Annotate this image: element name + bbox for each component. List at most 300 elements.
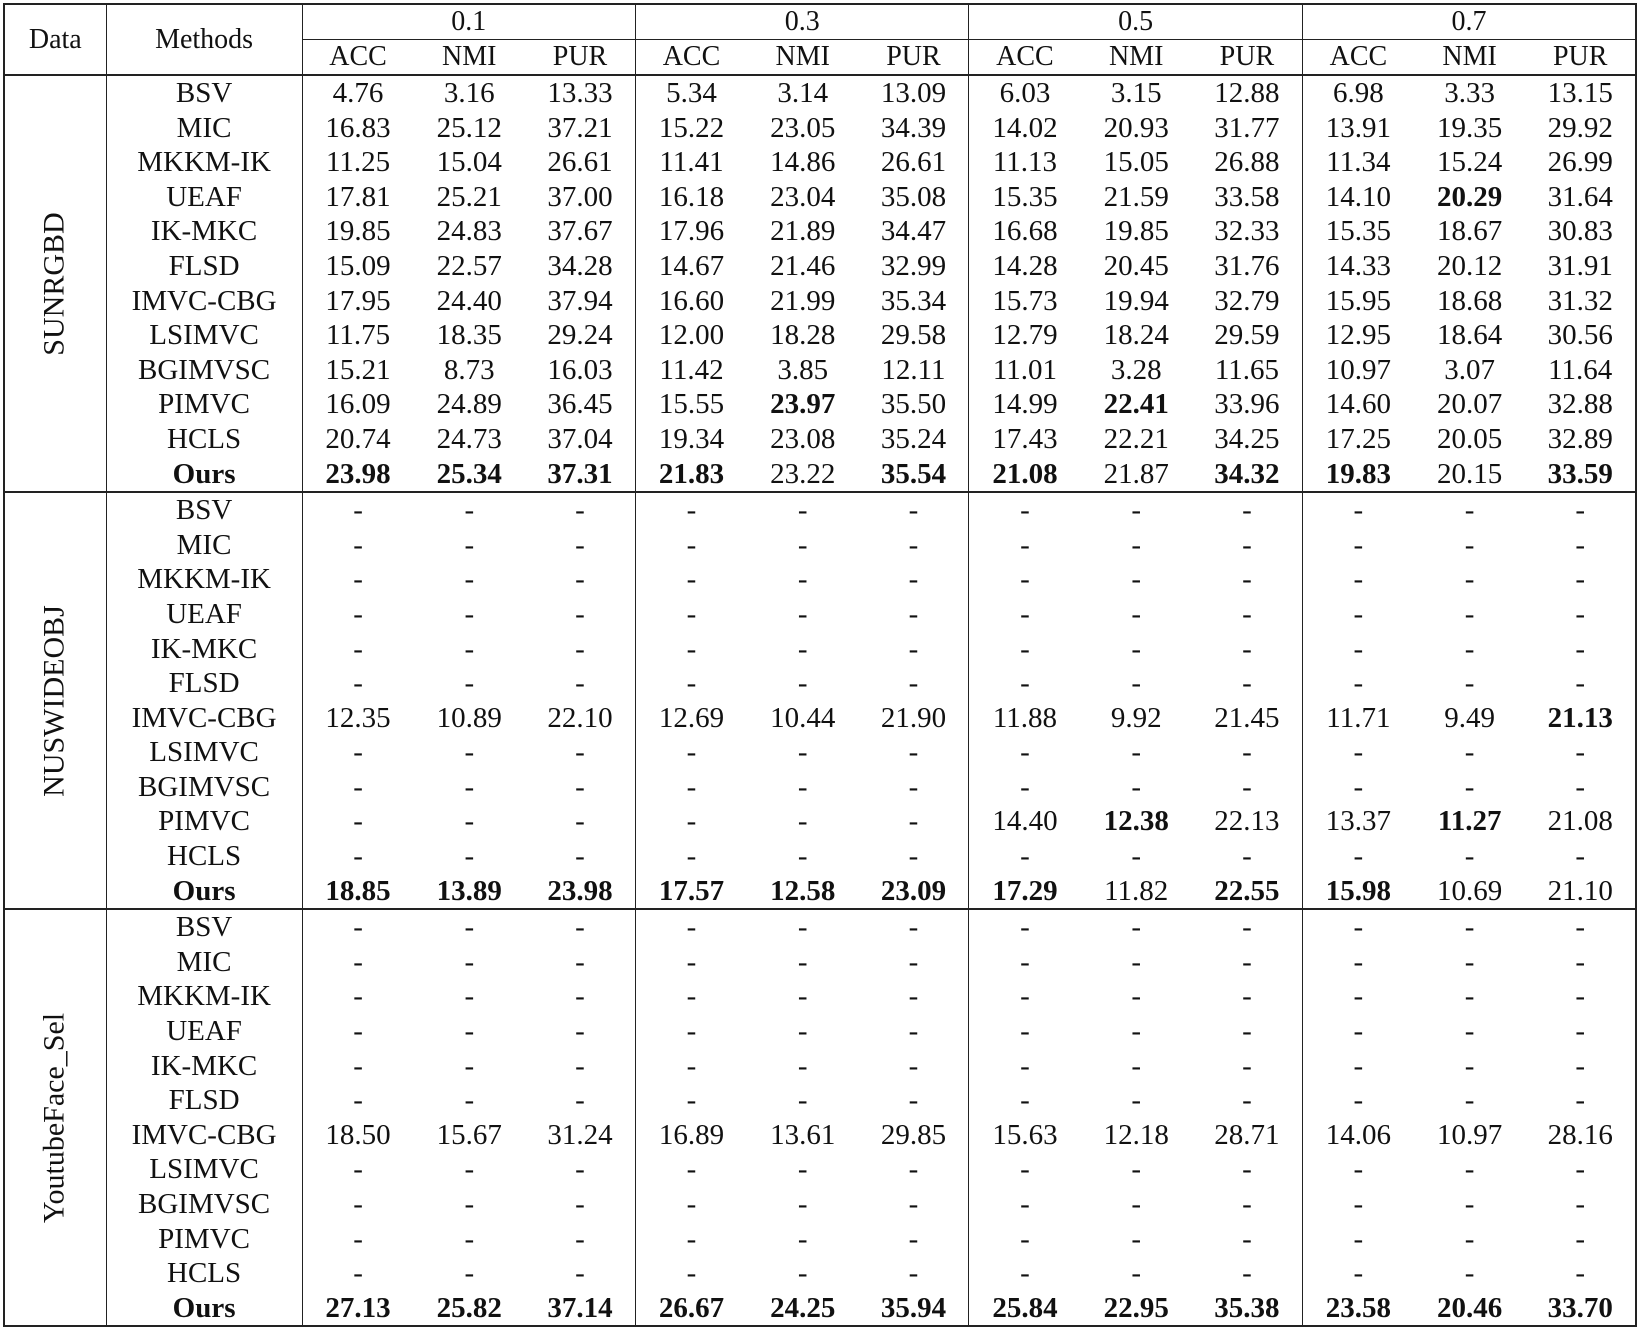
table-row (4, 284, 1636, 319)
metric-value: - (525, 1152, 635, 1187)
metric-value: 33.59 (1525, 457, 1636, 493)
metric-value: 29.92 (1525, 111, 1636, 146)
metric-value: 33.58 (1192, 180, 1302, 215)
metric-value: - (1131, 980, 1142, 1013)
metric-value: 19.85 (325, 215, 391, 248)
table-row (4, 632, 1636, 667)
metric-value: - (1464, 945, 1475, 978)
metric-value: 12.58 (770, 874, 836, 907)
metric-value: - (858, 945, 968, 980)
metric-value: 12.95 (1325, 319, 1392, 352)
metric-value: - (1131, 945, 1142, 978)
table-row (4, 1152, 1636, 1187)
metric-value: - (686, 1257, 697, 1290)
metric-value: - (1464, 1015, 1475, 1048)
method-name: HCLS (106, 422, 302, 457)
table-row (4, 804, 1636, 839)
method-name: MKKM-IK (106, 145, 302, 180)
metric-value: 37.67 (525, 214, 635, 249)
table-row (4, 1118, 1636, 1153)
metric-value: - (1525, 979, 1636, 1014)
metric-value: 24.89 (436, 388, 502, 421)
metric-value: - (1525, 735, 1636, 770)
metric-value: 22.41 (1103, 388, 1169, 421)
metric-value: 10.97 (1437, 1118, 1503, 1151)
table-row (4, 701, 1636, 736)
metric-value: 15.22 (658, 111, 725, 144)
metric-value: 12.88 (1192, 75, 1302, 111)
dataset-cell (4, 909, 106, 1326)
metric-value: 19.83 (1325, 457, 1392, 490)
metric-value: 6.98 (1302, 75, 1414, 111)
metric-value: - (1525, 839, 1636, 874)
metric-value: - (1464, 1257, 1475, 1290)
metric-value: - (686, 840, 697, 873)
metric-value: - (525, 632, 635, 667)
metric-value: 31.24 (525, 1118, 635, 1153)
metric-value: 12.69 (658, 701, 725, 734)
metric-value: 16.03 (525, 353, 635, 388)
metric-value: 9.92 (1110, 701, 1162, 734)
metric-value: 24.83 (436, 215, 502, 248)
metric-value: - (858, 1187, 968, 1222)
metric-value: - (1353, 1188, 1364, 1220)
metric-value: - (797, 632, 808, 665)
metric-value: 21.59 (1103, 180, 1169, 213)
metric-value: - (1192, 1014, 1302, 1049)
metric-value: - (1353, 736, 1364, 769)
metric-value: 16.68 (992, 215, 1058, 248)
metric-value: 17.57 (658, 874, 725, 907)
metric-value: - (747, 909, 859, 945)
metric-value: 15.24 (1437, 146, 1503, 179)
metric-value: 23.22 (770, 457, 836, 490)
metric-value: 35.94 (858, 1291, 968, 1327)
metric-value: - (1192, 562, 1302, 597)
metric-value: - (353, 632, 363, 665)
metric-value: 3.85 (777, 353, 829, 386)
method-name: BSV (106, 492, 302, 528)
metric-header-0.7-acc: ACC (1329, 41, 1388, 72)
metric-value: - (969, 492, 1081, 528)
metric-value: 34.25 (1192, 422, 1302, 457)
metric-value: - (353, 770, 363, 803)
metric-value: 20.05 (1437, 422, 1503, 455)
metric-value: 35.34 (858, 284, 968, 319)
metric-value: - (1353, 1084, 1364, 1117)
metric-value: - (858, 492, 968, 528)
metric-value: - (686, 1015, 697, 1048)
metric-value: 37.21 (525, 111, 635, 146)
metric-value: 11.34 (1326, 146, 1391, 179)
metric-value: 14.99 (992, 388, 1058, 421)
table-row (4, 666, 1636, 701)
method-name: IMVC-CBG (106, 1118, 302, 1153)
metric-value: 15.55 (658, 388, 725, 421)
metric-value: 3.14 (747, 75, 859, 111)
metric-value: - (1020, 980, 1030, 1013)
metric-value: 24.25 (747, 1291, 859, 1327)
metric-value: - (1192, 839, 1302, 874)
metric-value: - (1414, 492, 1526, 528)
metric-value: 19.34 (658, 422, 725, 455)
metric-value: - (1131, 1257, 1142, 1290)
metric-value: 31.76 (1192, 249, 1302, 284)
metric-value: 14.86 (770, 146, 836, 179)
metric-value: 21.89 (770, 215, 836, 248)
metric-value: - (353, 945, 363, 978)
metric-value: 23.97 (770, 388, 836, 421)
metric-value: 21.45 (1192, 701, 1302, 736)
metric-value: 12.35 (325, 701, 391, 734)
table-row (4, 145, 1636, 180)
metric-value: - (858, 562, 968, 597)
metric-value: - (1020, 563, 1030, 596)
method-name: FLSD (106, 1083, 302, 1118)
metric-value: 20.15 (1437, 457, 1503, 490)
metric-value: - (525, 562, 635, 597)
metric-value: 26.99 (1525, 145, 1636, 180)
metric-value: - (1525, 770, 1636, 805)
metric-value: - (797, 563, 808, 596)
method-name: HCLS (106, 839, 302, 874)
metric-value: 22.95 (1080, 1291, 1192, 1327)
table-row (4, 979, 1636, 1014)
metric-value: 37.94 (525, 284, 635, 319)
metric-value: - (1353, 632, 1364, 665)
metric-value: 14.10 (1325, 180, 1392, 213)
metric-value: - (1192, 979, 1302, 1014)
metric-value: 23.05 (770, 111, 836, 144)
method-name: MKKM-IK (106, 979, 302, 1014)
metric-value: - (1192, 492, 1302, 528)
metric-value: 12.11 (858, 353, 968, 388)
metric-value: 26.61 (525, 145, 635, 180)
metric-value: - (1131, 1049, 1142, 1082)
metric-value: - (1525, 562, 1636, 597)
metric-value: 11.27 (1437, 805, 1502, 838)
table-row (4, 1049, 1636, 1084)
method-name: IK-MKC (106, 632, 302, 667)
metric-value: 25.34 (436, 457, 502, 490)
table-row (4, 422, 1636, 457)
metric-value: - (635, 492, 747, 528)
metric-value: 13.91 (1325, 111, 1392, 144)
metric-value: 17.29 (992, 874, 1058, 907)
metric-header-0.7-nmi: NMI (1442, 41, 1497, 72)
metric-value: - (1192, 528, 1302, 563)
metric-value: 11.01 (992, 353, 1058, 386)
metric-value: - (797, 736, 808, 769)
table-row (4, 1256, 1636, 1291)
metric-value: - (1353, 770, 1364, 803)
metric-value: - (1192, 735, 1302, 770)
metric-value: 14.02 (992, 111, 1058, 144)
metric-value: - (1192, 1187, 1302, 1222)
group-header-0.7: 0.7 (1302, 4, 1636, 40)
method-name: MKKM-IK (106, 562, 302, 597)
metric-value: - (302, 492, 414, 528)
metric-value: - (1353, 1257, 1364, 1290)
metric-value: - (464, 980, 475, 1013)
metric-value: 15.73 (992, 284, 1058, 317)
metric-value: - (464, 805, 475, 838)
metric-value: 35.54 (858, 457, 968, 493)
metric-value: 22.55 (1192, 874, 1302, 910)
metric-value: - (858, 839, 968, 874)
metric-value: 24.40 (436, 284, 502, 317)
metric-value: - (1131, 632, 1142, 665)
table-row (4, 839, 1636, 874)
metric-value: 15.05 (1103, 146, 1169, 179)
metric-value: - (353, 980, 363, 1013)
metric-value: - (1525, 1256, 1636, 1291)
metric-value: 16.60 (658, 284, 725, 317)
metric-value: 10.44 (770, 701, 836, 734)
metric-value: - (858, 1152, 968, 1187)
metric-value: 28.16 (1525, 1118, 1636, 1153)
table-row (4, 492, 1636, 528)
metric-value: 14.67 (658, 249, 725, 282)
metric-value: 22.10 (525, 701, 635, 736)
metric-value: - (858, 1083, 968, 1118)
metric-value: 16.09 (325, 388, 391, 421)
metric-value: 11.88 (992, 701, 1058, 734)
method-name: BGIMVSC (106, 770, 302, 805)
table-row (4, 735, 1636, 770)
metric-value: 34.39 (858, 111, 968, 146)
metric-header-0.5-acc: ACC (996, 41, 1054, 72)
metric-value: - (525, 804, 635, 839)
metric-value: - (858, 666, 968, 701)
metric-value: - (1080, 492, 1192, 528)
metric-value: 3.28 (1110, 353, 1162, 386)
method-name: IK-MKC (106, 1049, 302, 1084)
metric-value: 32.79 (1192, 284, 1302, 319)
metric-value: 23.08 (770, 422, 836, 455)
metric-value: 26.67 (635, 1291, 747, 1327)
metric-value: - (464, 632, 475, 665)
metric-value: - (1080, 909, 1192, 945)
metric-value: - (464, 1084, 475, 1117)
metric-value: 15.04 (436, 146, 502, 179)
metric-value: - (686, 1188, 697, 1220)
metric-value: - (969, 909, 1081, 945)
metric-value: - (464, 667, 475, 700)
metric-value: 23.09 (858, 874, 968, 910)
metric-value: - (1020, 528, 1030, 561)
group-header-0.3: 0.3 (635, 4, 968, 40)
metric-value: 35.24 (858, 422, 968, 457)
metric-value: 16.18 (658, 180, 725, 213)
metric-value: 3.15 (1080, 75, 1192, 111)
metric-value: - (464, 563, 475, 596)
method-name: HCLS (106, 1256, 302, 1291)
metric-value: 22.57 (436, 249, 502, 282)
table-row (4, 1083, 1636, 1118)
method-name: PIMVC (106, 387, 302, 422)
metric-value: - (353, 528, 363, 561)
metric-value: - (1131, 736, 1142, 769)
metric-value: 33.70 (1525, 1291, 1636, 1327)
metric-value: - (1525, 1152, 1636, 1187)
metric-value: - (1020, 1153, 1030, 1186)
method-name: PIMVC (106, 804, 302, 839)
metric-value: 34.47 (858, 214, 968, 249)
metric-value: - (858, 1256, 968, 1291)
metric-value: - (525, 770, 635, 805)
metric-value: - (1464, 563, 1475, 596)
method-name: UEAF (106, 180, 302, 215)
metric-value: - (797, 667, 808, 700)
metric-value: 18.50 (325, 1118, 391, 1151)
metric-value: - (1464, 1084, 1475, 1117)
metric-value: 25.84 (969, 1291, 1081, 1327)
method-name: IMVC-CBG (106, 284, 302, 319)
metric-value: 20.74 (325, 422, 391, 455)
metric-value: 17.96 (658, 215, 725, 248)
metric-value: - (525, 735, 635, 770)
metric-value: - (686, 736, 697, 769)
metric-header-0.3-pur: PUR (858, 40, 968, 76)
metric-value: - (797, 1084, 808, 1117)
metric-value: - (1020, 1049, 1030, 1082)
metric-value: - (1525, 1187, 1636, 1222)
metric-value: 21.10 (1525, 874, 1636, 910)
metric-value: 21.08 (992, 457, 1058, 490)
metric-value: 16.83 (325, 111, 391, 144)
dataset-cell (4, 492, 106, 909)
metric-value: - (1464, 1049, 1475, 1082)
method-name: UEAF (106, 1014, 302, 1049)
metric-value: - (1464, 1153, 1475, 1186)
metric-value: 19.85 (1103, 215, 1169, 248)
method-name: Ours (106, 874, 302, 910)
method-name: BGIMVSC (106, 1187, 302, 1222)
metric-value: - (1020, 1188, 1030, 1220)
metric-value: - (464, 1257, 475, 1290)
metric-value: 13.89 (436, 874, 502, 907)
metric-value: - (464, 528, 475, 561)
metric-value: - (1192, 945, 1302, 980)
metric-value: 14.40 (992, 805, 1058, 838)
metric-value: - (858, 632, 968, 667)
dataset-cell (4, 75, 106, 492)
method-name: BGIMVSC (106, 353, 302, 388)
metric-value: 31.32 (1525, 284, 1636, 319)
metric-value: 36.45 (525, 387, 635, 422)
metric-value: - (1525, 666, 1636, 701)
metric-value: - (797, 945, 808, 978)
metric-value: - (858, 735, 968, 770)
metric-value: 10.69 (1437, 874, 1503, 907)
metric-value: - (797, 1257, 808, 1290)
metric-value: 4.76 (302, 75, 414, 111)
metric-value: - (353, 1153, 363, 1186)
metric-value: 20.12 (1437, 249, 1503, 282)
metric-value: - (1131, 1222, 1142, 1255)
metric-value: - (858, 597, 968, 632)
metric-value: - (1525, 909, 1636, 945)
metric-value: - (1131, 770, 1142, 803)
metric-value: - (1464, 1222, 1475, 1255)
method-name: LSIMVC (106, 1152, 302, 1187)
metric-value: 15.67 (436, 1118, 502, 1151)
metric-header-0.1-pur: PUR (525, 40, 635, 76)
metric-value: 22.13 (1192, 804, 1302, 839)
metric-value: - (1464, 1188, 1475, 1220)
metric-value: 33.96 (1192, 387, 1302, 422)
metric-value: 12.18 (1103, 1118, 1169, 1151)
dataset-label: SUNRGBD (38, 211, 72, 356)
metric-value: 14.28 (992, 249, 1058, 282)
metric-value: - (1131, 563, 1142, 596)
metric-value: - (1192, 597, 1302, 632)
metric-value: 37.31 (525, 457, 635, 493)
method-name: UEAF (106, 597, 302, 632)
metric-value: 18.67 (1437, 215, 1503, 248)
metric-value: 11.75 (325, 319, 391, 352)
metric-value: - (1192, 666, 1302, 701)
table-row (4, 111, 1636, 146)
metric-value: - (1464, 528, 1475, 561)
metric-value: 22.21 (1103, 422, 1169, 455)
metric-value: - (1020, 945, 1030, 978)
metric-value: - (525, 1222, 635, 1257)
metric-value: - (1020, 632, 1030, 665)
metric-value: - (1353, 1222, 1364, 1255)
metric-value: - (525, 839, 635, 874)
metric-value: 11.82 (1104, 874, 1169, 907)
metric-value: - (1020, 1084, 1030, 1117)
metric-value: 14.06 (1325, 1118, 1392, 1151)
metric-value: - (858, 770, 968, 805)
table-row (4, 562, 1636, 597)
metric-value: 34.28 (525, 249, 635, 284)
metric-value: 31.91 (1525, 249, 1636, 284)
metric-value: - (1020, 667, 1030, 700)
metric-value: - (1525, 492, 1636, 528)
metric-value: 10.97 (1325, 353, 1392, 386)
method-name: LSIMVC (106, 735, 302, 770)
table-row (4, 597, 1636, 632)
metric-value: - (1525, 632, 1636, 667)
metric-value: - (797, 770, 808, 803)
metric-value: 20.45 (1103, 249, 1169, 282)
metric-value: - (1131, 597, 1142, 630)
metric-value: - (1464, 840, 1475, 873)
metric-value: - (686, 980, 697, 1013)
metric-value: 20.29 (1437, 180, 1503, 213)
metric-value: - (686, 563, 697, 596)
metric-value: - (1525, 1049, 1636, 1084)
metric-value: 17.43 (992, 422, 1058, 455)
metric-value: - (1464, 667, 1475, 700)
metric-header-0.1-nmi: NMI (442, 41, 497, 72)
metric-value: - (525, 909, 635, 945)
metric-value: - (464, 1153, 475, 1186)
metric-value: - (686, 597, 697, 630)
data-column-header: Data (4, 4, 106, 75)
metric-value: 18.35 (436, 319, 502, 352)
table-row (4, 945, 1636, 980)
table-row (4, 457, 1636, 493)
metric-value: 15.35 (992, 180, 1058, 213)
metric-value: - (1464, 736, 1475, 769)
metric-value: - (1192, 770, 1302, 805)
metric-value: 26.61 (858, 145, 968, 180)
method-name: MIC (106, 528, 302, 563)
